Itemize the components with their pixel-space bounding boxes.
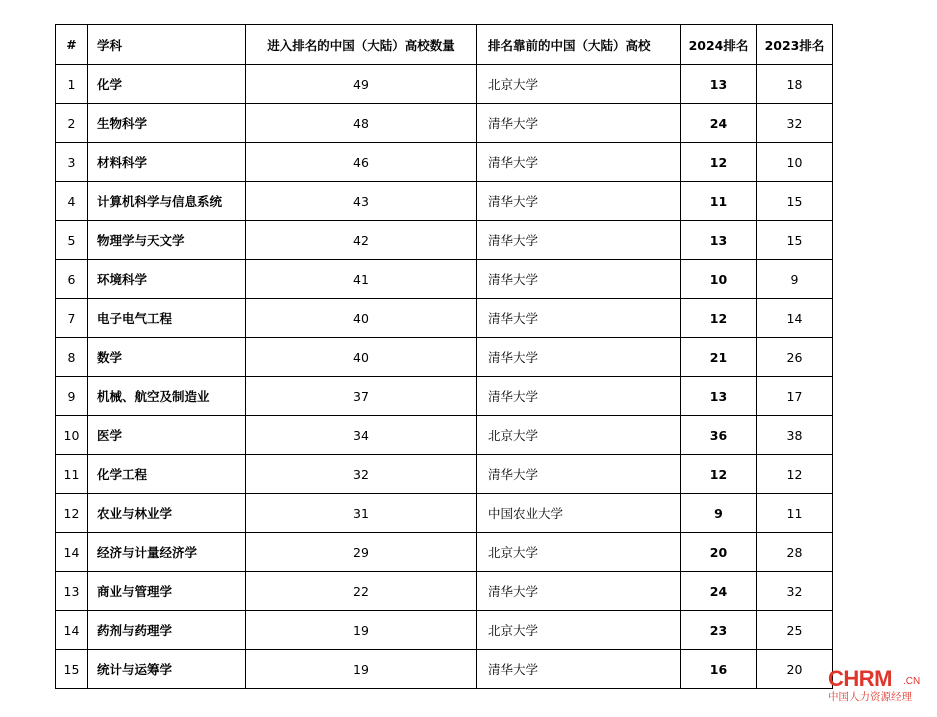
table-row bbox=[56, 338, 833, 377]
cell-rank-2023: 11 bbox=[757, 494, 833, 533]
cell-count: 49 bbox=[246, 65, 477, 104]
table-row bbox=[56, 299, 833, 338]
cell-num: 5 bbox=[56, 221, 88, 260]
header-subject: 学科 bbox=[88, 25, 246, 65]
cell-num: 14 bbox=[56, 533, 88, 572]
cell-num: 9 bbox=[56, 377, 88, 416]
cell-count: 48 bbox=[246, 104, 477, 143]
cell-rank-2024: 12 bbox=[681, 143, 757, 182]
cell-count: 29 bbox=[246, 533, 477, 572]
cell-count: 34 bbox=[246, 416, 477, 455]
cell-num: 1 bbox=[56, 65, 88, 104]
cell-rank-2024: 13 bbox=[681, 221, 757, 260]
cell-subject: 化学 bbox=[88, 65, 246, 104]
ranking-table bbox=[55, 24, 833, 689]
cell-top-university: 北京大学 bbox=[477, 416, 681, 455]
table-row bbox=[56, 611, 833, 650]
cell-top-university: 清华大学 bbox=[477, 104, 681, 143]
cell-rank-2023: 38 bbox=[757, 416, 833, 455]
header-rank-2024: 2024排名 bbox=[681, 25, 757, 65]
table-row bbox=[56, 416, 833, 455]
watermark-brand: CHRM bbox=[828, 666, 892, 691]
cell-rank-2024: 11 bbox=[681, 182, 757, 221]
header-rank-2023: 2023排名 bbox=[757, 25, 833, 65]
cell-rank-2023: 15 bbox=[757, 182, 833, 221]
cell-num: 10 bbox=[56, 416, 88, 455]
table-row bbox=[56, 182, 833, 221]
cell-subject: 材料科学 bbox=[88, 143, 246, 182]
cell-top-university: 北京大学 bbox=[477, 611, 681, 650]
cell-rank-2023: 10 bbox=[757, 143, 833, 182]
cell-top-university: 北京大学 bbox=[477, 533, 681, 572]
cell-rank-2024: 36 bbox=[681, 416, 757, 455]
cell-top-university: 清华大学 bbox=[477, 299, 681, 338]
cell-rank-2024: 12 bbox=[681, 299, 757, 338]
cell-rank-2024: 9 bbox=[681, 494, 757, 533]
cell-rank-2024: 24 bbox=[681, 104, 757, 143]
cell-rank-2023: 14 bbox=[757, 299, 833, 338]
cell-subject: 环境科学 bbox=[88, 260, 246, 299]
cell-subject: 机械、航空及制造业 bbox=[88, 377, 246, 416]
cell-rank-2024: 21 bbox=[681, 338, 757, 377]
table-row bbox=[56, 533, 833, 572]
cell-rank-2023: 26 bbox=[757, 338, 833, 377]
cell-count: 19 bbox=[246, 650, 477, 689]
table-row bbox=[56, 104, 833, 143]
cell-rank-2023: 20 bbox=[757, 650, 833, 689]
header-num: # bbox=[56, 25, 88, 65]
cell-rank-2023: 12 bbox=[757, 455, 833, 494]
cell-rank-2023: 32 bbox=[757, 104, 833, 143]
table-row bbox=[56, 494, 833, 533]
cell-num: 7 bbox=[56, 299, 88, 338]
cell-subject: 化学工程 bbox=[88, 455, 246, 494]
cell-num: 15 bbox=[56, 650, 88, 689]
cell-rank-2023: 9 bbox=[757, 260, 833, 299]
cell-subject: 统计与运筹学 bbox=[88, 650, 246, 689]
cell-subject: 经济与计量经济学 bbox=[88, 533, 246, 572]
cell-count: 40 bbox=[246, 299, 477, 338]
watermark-tagline: 中国人力资源经理 bbox=[828, 691, 912, 703]
cell-subject: 电子电气工程 bbox=[88, 299, 246, 338]
cell-rank-2024: 12 bbox=[681, 455, 757, 494]
cell-top-university: 清华大学 bbox=[477, 377, 681, 416]
cell-num: 8 bbox=[56, 338, 88, 377]
cell-rank-2023: 28 bbox=[757, 533, 833, 572]
cell-num: 12 bbox=[56, 494, 88, 533]
table-body bbox=[56, 65, 833, 689]
chrm-watermark bbox=[828, 668, 928, 708]
cell-rank-2024: 20 bbox=[681, 533, 757, 572]
table-row bbox=[56, 455, 833, 494]
table-row bbox=[56, 143, 833, 182]
cell-rank-2023: 17 bbox=[757, 377, 833, 416]
watermark-domain-suffix: .CN bbox=[903, 676, 921, 687]
cell-top-university: 中国农业大学 bbox=[477, 494, 681, 533]
cell-count: 43 bbox=[246, 182, 477, 221]
cell-count: 19 bbox=[246, 611, 477, 650]
cell-top-university: 清华大学 bbox=[477, 455, 681, 494]
cell-count: 31 bbox=[246, 494, 477, 533]
cell-count: 41 bbox=[246, 260, 477, 299]
table-header-row bbox=[56, 25, 833, 65]
cell-count: 46 bbox=[246, 143, 477, 182]
cell-subject: 物理学与天文学 bbox=[88, 221, 246, 260]
cell-rank-2023: 25 bbox=[757, 611, 833, 650]
cell-top-university: 北京大学 bbox=[477, 65, 681, 104]
table-row bbox=[56, 377, 833, 416]
cell-count: 42 bbox=[246, 221, 477, 260]
table-row bbox=[56, 572, 833, 611]
cell-count: 32 bbox=[246, 455, 477, 494]
cell-subject: 数学 bbox=[88, 338, 246, 377]
cell-num: 4 bbox=[56, 182, 88, 221]
cell-rank-2023: 15 bbox=[757, 221, 833, 260]
header-count: 进入排名的中国（大陆）高校数量 bbox=[246, 25, 477, 65]
cell-num: 11 bbox=[56, 455, 88, 494]
cell-num: 14 bbox=[56, 611, 88, 650]
cell-top-university: 清华大学 bbox=[477, 143, 681, 182]
cell-rank-2023: 32 bbox=[757, 572, 833, 611]
cell-rank-2024: 13 bbox=[681, 65, 757, 104]
cell-top-university: 清华大学 bbox=[477, 650, 681, 689]
cell-num: 13 bbox=[56, 572, 88, 611]
cell-rank-2024: 10 bbox=[681, 260, 757, 299]
cell-count: 40 bbox=[246, 338, 477, 377]
table-row bbox=[56, 260, 833, 299]
cell-count: 22 bbox=[246, 572, 477, 611]
cell-top-university: 清华大学 bbox=[477, 260, 681, 299]
cell-top-university: 清华大学 bbox=[477, 338, 681, 377]
table-row bbox=[56, 221, 833, 260]
cell-rank-2024: 13 bbox=[681, 377, 757, 416]
header-top-university: 排名靠前的中国（大陆）高校 bbox=[477, 25, 681, 65]
table-row bbox=[56, 65, 833, 104]
cell-rank-2024: 24 bbox=[681, 572, 757, 611]
cell-subject: 农业与林业学 bbox=[88, 494, 246, 533]
cell-subject: 医学 bbox=[88, 416, 246, 455]
cell-num: 6 bbox=[56, 260, 88, 299]
cell-rank-2024: 23 bbox=[681, 611, 757, 650]
cell-subject: 商业与管理学 bbox=[88, 572, 246, 611]
cell-top-university: 清华大学 bbox=[477, 182, 681, 221]
cell-subject: 药剂与药理学 bbox=[88, 611, 246, 650]
cell-rank-2024: 16 bbox=[681, 650, 757, 689]
cell-top-university: 清华大学 bbox=[477, 572, 681, 611]
cell-count: 37 bbox=[246, 377, 477, 416]
cell-rank-2023: 18 bbox=[757, 65, 833, 104]
cell-subject: 生物科学 bbox=[88, 104, 246, 143]
cell-subject: 计算机科学与信息系统 bbox=[88, 182, 246, 221]
cell-top-university: 清华大学 bbox=[477, 221, 681, 260]
table-row bbox=[56, 650, 833, 689]
cell-num: 2 bbox=[56, 104, 88, 143]
cell-num: 3 bbox=[56, 143, 88, 182]
